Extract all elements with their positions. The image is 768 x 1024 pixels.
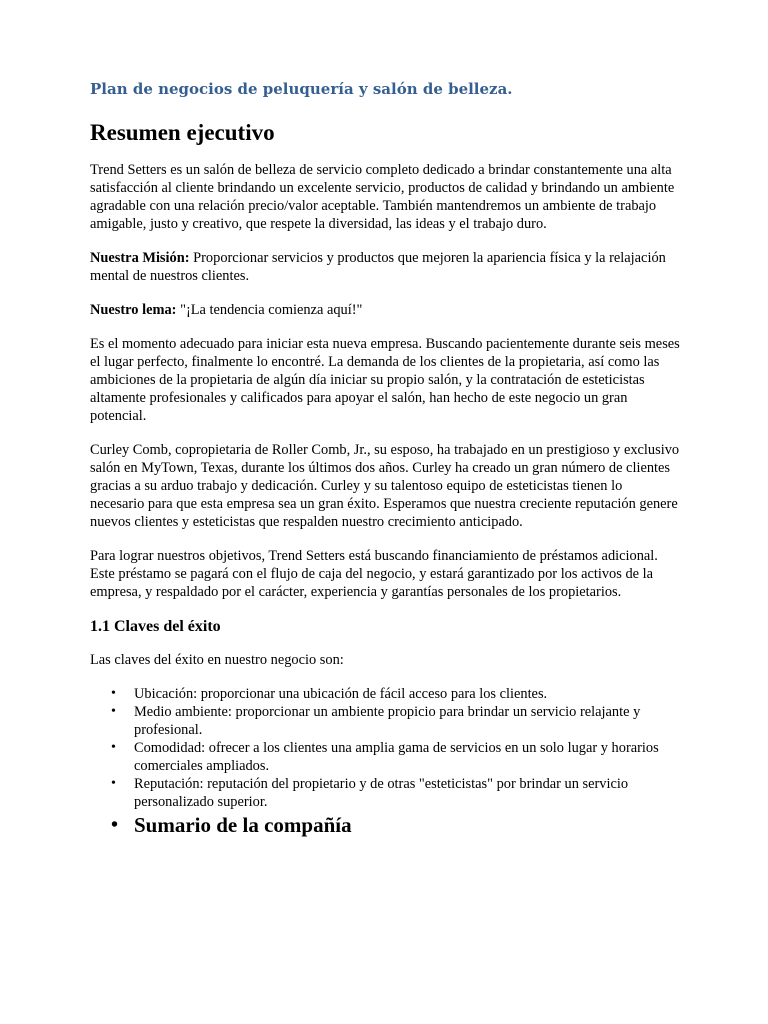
motto-text: "¡La tendencia comienza aquí!" — [176, 302, 363, 318]
keys-list — [90, 685, 680, 839]
list-item: • Ubicación: proporcionar una ubicación de fácil acceso para los clientes. — [134, 685, 680, 703]
company-summary-heading: • Sumario de la compañía — [134, 811, 680, 839]
mission-paragraph — [90, 249, 680, 285]
curley-paragraph: Curley Comb, copropietaria de Roller Comb, Jr., su esposo, ha trabajado en un prestigioso y exclusivo salón en MyTown, Texas, durante los últimos dos años. Curley ha creado un gran número de clientes gracias a su arduo trabajo y dedicación. Curley y su talentoso equipo de esteticistas tienen lo necesario para que esta empresa sea un gran éxito. Esperamos que nuestra creciente reputación genere nuevos clientes y esteticistas que respalden nuestro crecimiento anticipado. — [90, 442, 680, 530]
keys-intro-paragraph: Las claves del éxito en nuestro negocio son: — [90, 652, 344, 668]
mission-text: Proporcionar servicios y productos que mejoren la apariencia física y la relajación mental de nuestros clientes. — [90, 250, 666, 284]
moment-paragraph: Es el momento adecuado para iniciar esta nueva empresa. Buscando pacientemente durante seis meses el lugar perfecto, finalmente lo encontré. La demanda de los clientes de la propietaria, así como las ambiciones de la propietaria de algún día iniciar su propio salón, y la contratación de esteticistas altamente profesionales y calificados para apoyar el salón, han hecho de este negocio un gran potencial. — [90, 336, 680, 424]
list-item: • Medio ambiente: proporcionar un ambiente propicio para brindar un servicio relajante y profesional. — [134, 703, 680, 739]
list-item: • Comodidad: ofrecer a los clientes una amplia gama de servicios en un solo lugar y horarios comerciales ampliados. — [134, 739, 680, 775]
executive-summary-heading: Resumen ejecutivo — [90, 120, 275, 145]
document-title: Plan de negocios de peluquería y salón de belleza. — [90, 80, 513, 98]
motto-label: Nuestro lema: — [90, 302, 177, 318]
keys-to-success-heading: 1.1 Claves del éxito — [90, 618, 221, 635]
financing-paragraph: Para lograr nuestros objetivos, Trend Setters está buscando financiamiento de préstamos adicional. Este préstamo se pagará con el flujo de caja del negocio, y estará garantizado por los activos de la empresa, y respaldado por el carácter, experiencia y garantías personales de los propietarios. — [90, 548, 658, 600]
intro-paragraph: Trend Setters es un salón de belleza de servicio completo dedicado a brindar constantemente una alta satisfacción al cliente brindando un excelente servicio, productos de calidad y brindando un ambiente agradable con una relación precio/valor aceptable. También mantendremos un ambiente de trabajo amigable, justo y creativo, que respete la diversidad, las ideas y el trabajo duro. — [90, 162, 675, 232]
document-page — [90, 76, 680, 839]
list-item: • Reputación: reputación del propietario y de otras "esteticistas" por brindar un servicio personalizado superior. — [134, 775, 680, 811]
mission-label: Nuestra Misión: — [90, 250, 190, 266]
motto-paragraph — [90, 301, 680, 319]
